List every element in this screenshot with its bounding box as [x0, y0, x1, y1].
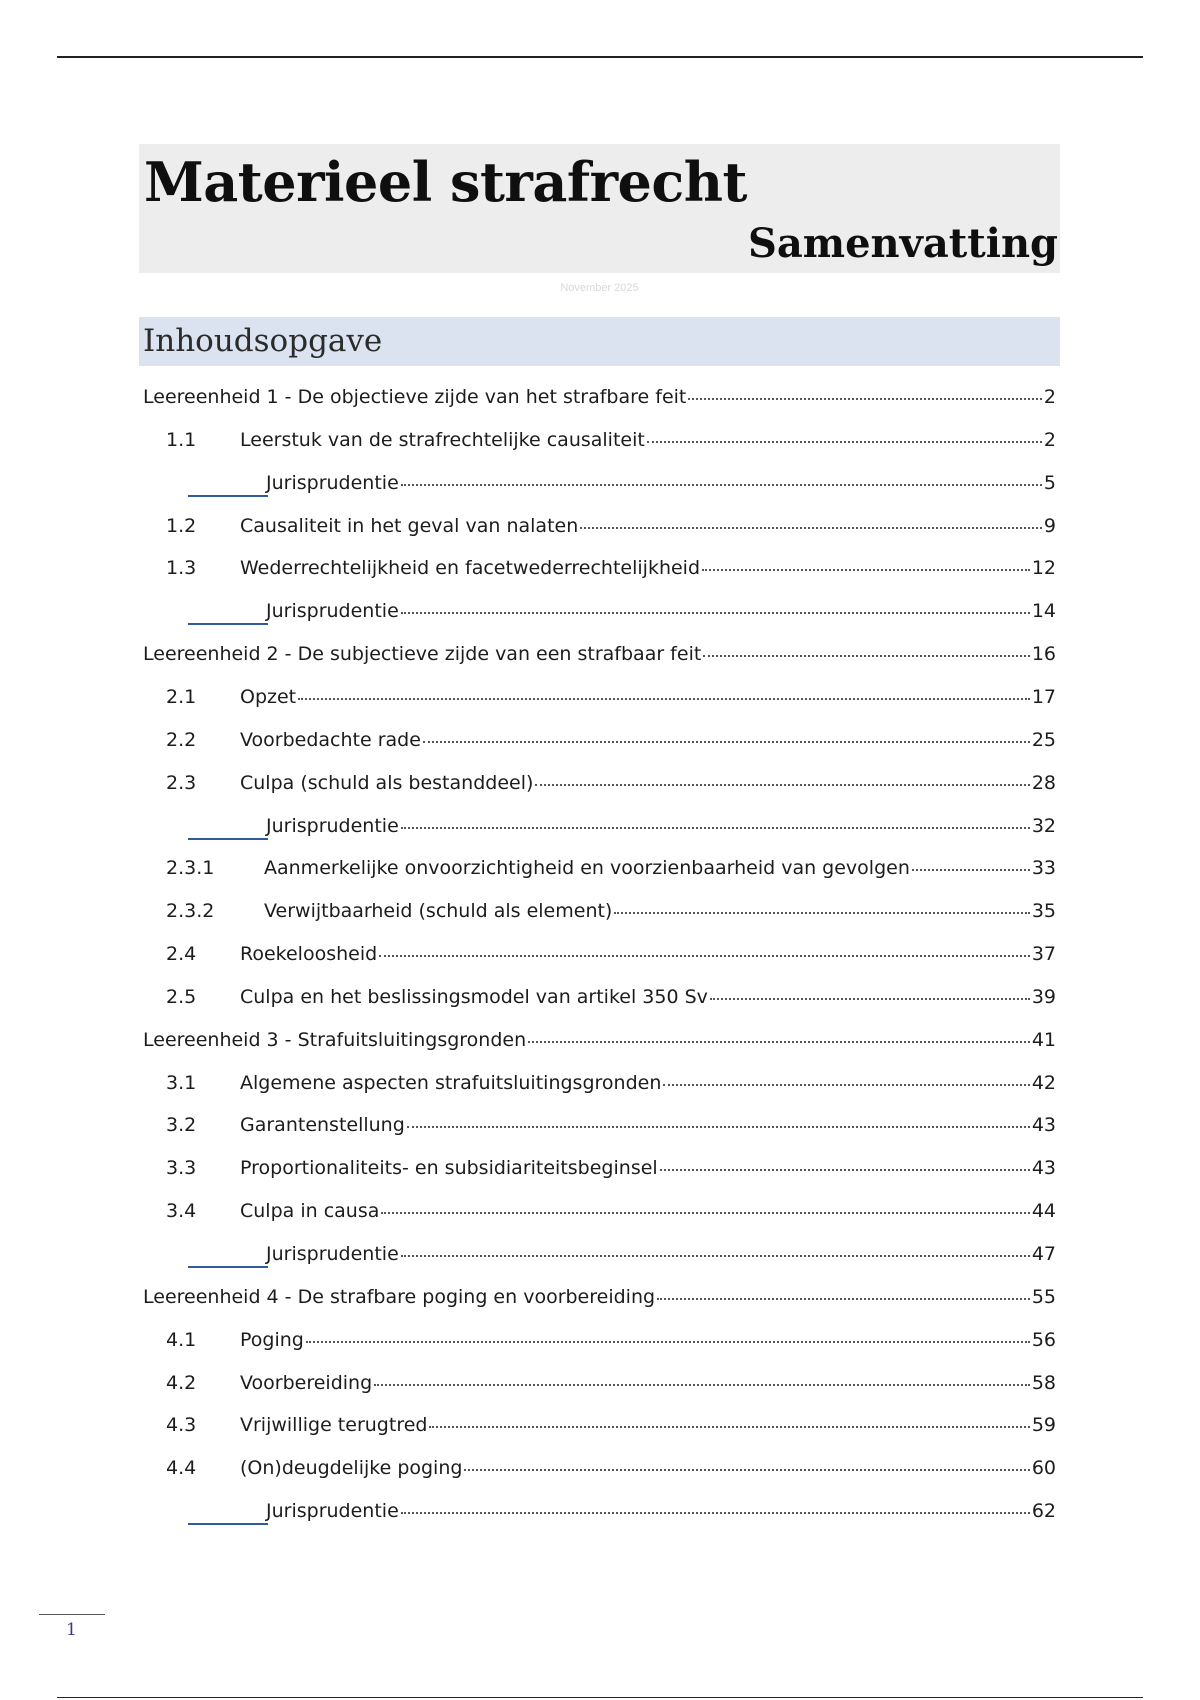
toc-dot-leader	[374, 1384, 1030, 1386]
toc-dot-leader	[401, 1255, 1030, 1257]
toc-entry-page: 9	[1043, 515, 1056, 537]
toc-entry-number: 2.3	[166, 772, 197, 794]
toc-entry[interactable]	[143, 1284, 1056, 1310]
toc-entry[interactable]	[143, 1370, 1056, 1396]
toc-entry[interactable]	[143, 813, 1056, 839]
toc-entry-title: Leerstuk van de strafrechtelijke causaliteit	[240, 429, 645, 451]
toc-entry-title: Leereenheid 4 - De strafbare poging en voorbereiding	[143, 1286, 656, 1308]
toc-entry-page: 17	[1031, 686, 1056, 708]
toc-entry-line	[143, 384, 1056, 410]
toc-dot-leader	[464, 1469, 1029, 1471]
toc-dot-leader	[401, 1512, 1030, 1514]
toc-entry-page: 56	[1031, 1329, 1056, 1351]
toc-entry[interactable]	[143, 598, 1056, 624]
toc-entry[interactable]	[143, 1112, 1056, 1138]
toc-entry[interactable]	[143, 513, 1056, 539]
toc-entry-number: 3.4	[166, 1200, 197, 1222]
toc-entry-title: Opzet	[240, 686, 297, 708]
toc-dot-leader	[429, 1426, 1029, 1428]
toc-entry-line	[240, 1455, 1056, 1481]
toc-entry-page: 41	[1031, 1029, 1056, 1051]
toc-entry-line	[264, 898, 1056, 924]
toc-entry[interactable]	[143, 898, 1056, 924]
toc-entry-page: 5	[1043, 472, 1056, 494]
toc-entry-line	[266, 813, 1056, 839]
toc-dot-leader	[535, 784, 1029, 786]
toc-dot-leader	[663, 1084, 1029, 1086]
toc-entry-number: 3.3	[166, 1157, 197, 1179]
toc-dot-leader	[703, 655, 1030, 657]
toc-entry-title: Voorbereiding	[240, 1372, 373, 1394]
toc-dot-leader	[423, 741, 1030, 743]
toc-entry-line	[240, 770, 1056, 796]
toc-entry-number: 3.1	[166, 1072, 197, 1094]
toc-dot-leader	[381, 1212, 1029, 1214]
toc-entry-title: Verwijtbaarheid (schuld als element)	[264, 900, 613, 922]
toc-entry[interactable]	[143, 984, 1056, 1010]
toc-entry-tab-leader	[188, 495, 268, 497]
toc-dot-leader	[407, 1126, 1030, 1128]
document-title: Materieel strafrecht	[144, 150, 747, 214]
toc-entry[interactable]	[143, 1455, 1056, 1481]
toc-dot-leader	[580, 527, 1042, 529]
toc-entry-line	[266, 1498, 1056, 1524]
toc-entry-title: (On)deugdelijke poging	[240, 1457, 463, 1479]
toc-entry-tab-leader	[188, 838, 268, 840]
toc-entry[interactable]	[143, 1498, 1056, 1524]
toc-entry[interactable]	[143, 1155, 1056, 1181]
toc-entry-number: 2.1	[166, 686, 197, 708]
toc-entry-line	[240, 1412, 1056, 1438]
toc-entry-page: 33	[1031, 857, 1056, 879]
toc-entry[interactable]	[143, 384, 1056, 410]
toc-entry-title: Garantenstellung	[240, 1114, 405, 1136]
toc-entry-title: Voorbedachte rade	[240, 729, 421, 751]
toc-entry-number: 1.1	[166, 429, 197, 451]
toc-entry-line	[266, 1241, 1056, 1267]
toc-entry-line	[264, 855, 1056, 881]
toc-entry-title: Algemene aspecten strafuitsluitingsgronden	[240, 1072, 662, 1094]
toc-entry-page: 35	[1031, 900, 1056, 922]
toc-entry-page: 39	[1031, 986, 1056, 1008]
toc-entry[interactable]	[143, 641, 1056, 667]
toc-entry-line	[240, 1327, 1056, 1353]
toc-entry[interactable]	[143, 1241, 1056, 1267]
toc-entry-number: 2.3.1	[166, 857, 215, 879]
toc-entry-line	[266, 470, 1056, 496]
toc-entry-title: Leereenheid 2 - De subjectieve zijde van een strafbaar feit	[143, 643, 702, 665]
toc-dot-leader	[647, 441, 1042, 443]
toc-entry-title: Roekeloosheid	[240, 943, 378, 965]
toc-entry[interactable]	[143, 1327, 1056, 1353]
toc-entry-line	[240, 1370, 1056, 1396]
toc-entry-page: 60	[1031, 1457, 1056, 1479]
toc-entry-page: 28	[1031, 772, 1056, 794]
toc-entry-title: Jurisprudentie	[266, 1243, 399, 1265]
toc-entry-page: 2	[1043, 386, 1056, 408]
toc-entry-tab-leader	[188, 1523, 268, 1525]
toc-dot-leader	[688, 398, 1042, 400]
toc-entry-line	[240, 1198, 1056, 1224]
toc-entry-title: Poging	[240, 1329, 304, 1351]
toc-dot-leader	[702, 569, 1030, 571]
toc-entry-line	[240, 1070, 1056, 1096]
toc-entry-line	[143, 641, 1056, 667]
toc-entry-title: Leereenheid 3 - Strafuitsluitingsgronden	[143, 1029, 527, 1051]
toc-entry-page: 16	[1031, 643, 1056, 665]
toc-entry-line	[240, 427, 1056, 453]
toc-entry-title: Jurisprudentie	[266, 600, 399, 622]
toc-entry-number: 4.2	[166, 1372, 197, 1394]
toc-dot-leader	[528, 1041, 1030, 1043]
page-bottom-rule	[57, 1697, 1143, 1698]
toc-entry-line	[240, 1155, 1056, 1181]
footer-rule	[39, 1614, 105, 1615]
toc-entry[interactable]	[143, 1198, 1056, 1224]
toc-entry-page: 32	[1031, 815, 1056, 837]
toc-entry-page: 43	[1031, 1157, 1056, 1179]
toc-entry-number: 4.1	[166, 1329, 197, 1351]
toc-entry[interactable]	[143, 555, 1056, 581]
toc-entry-page: 43	[1031, 1114, 1056, 1136]
toc-entry-line	[240, 684, 1056, 710]
toc-entry-title: Jurisprudentie	[266, 472, 399, 494]
toc-entry-number: 1.3	[166, 557, 197, 579]
toc-entry-page: 37	[1031, 943, 1056, 965]
toc-entry-number: 3.2	[166, 1114, 197, 1136]
toc-entry[interactable]	[143, 941, 1056, 967]
toc-entry-title: Jurisprudentie	[266, 1500, 399, 1522]
toc-entry-page: 44	[1031, 1200, 1056, 1222]
toc-entry-line	[240, 1112, 1056, 1138]
toc-entry-tab-leader	[188, 623, 268, 625]
toc-entry-page: 2	[1043, 429, 1056, 451]
toc-entry-number: 4.4	[166, 1457, 197, 1479]
toc-dot-leader	[660, 1169, 1030, 1171]
toc-entry-line	[240, 727, 1056, 753]
toc-dot-leader	[306, 1341, 1030, 1343]
toc-entry-number: 2.5	[166, 986, 197, 1008]
toc-entry-page: 25	[1031, 729, 1056, 751]
toc-entry-tab-leader	[188, 1266, 268, 1268]
toc-entry-page: 47	[1031, 1243, 1056, 1265]
toc-entry-page: 58	[1031, 1372, 1056, 1394]
toc-entry-number: 2.4	[166, 943, 197, 965]
toc-entry-title: Culpa (schuld als bestanddeel)	[240, 772, 534, 794]
toc-entry[interactable]	[143, 1027, 1056, 1053]
toc-entry-line	[240, 513, 1056, 539]
toc-entry[interactable]	[143, 727, 1056, 753]
toc-entry-line	[240, 984, 1056, 1010]
toc-entry-page: 12	[1031, 557, 1056, 579]
document-date: November 2025	[560, 282, 639, 294]
toc-dot-leader	[657, 1298, 1030, 1300]
toc-entry-line	[266, 598, 1056, 624]
toc-entry-title: Causaliteit in het geval van nalaten	[240, 515, 579, 537]
toc-dot-leader	[298, 698, 1030, 700]
toc-entry-page: 14	[1031, 600, 1056, 622]
toc-entry-line	[143, 1027, 1056, 1053]
page-number: 1	[66, 1620, 77, 1640]
toc-entry-title: Leereenheid 1 - De objectieve zijde van het strafbare feit	[143, 386, 687, 408]
toc-entry-number: 2.3.2	[166, 900, 215, 922]
toc-entry-title: Jurisprudentie	[266, 815, 399, 837]
toc-entry-page: 55	[1031, 1286, 1056, 1308]
toc-entry-page: 42	[1031, 1072, 1056, 1094]
toc-entry-number: 4.3	[166, 1414, 197, 1436]
toc-entry-line	[240, 941, 1056, 967]
toc-entry[interactable]	[143, 1070, 1056, 1096]
toc-entry-title: Vrijwillige terugtred	[240, 1414, 428, 1436]
toc-entry[interactable]	[143, 1412, 1056, 1438]
toc-entry-title: Aanmerkelijke onvoorzichtigheid en voorzienbaarheid van gevolgen	[264, 857, 910, 879]
toc-dot-leader	[710, 998, 1030, 1000]
toc-entry[interactable]	[143, 770, 1056, 796]
toc-entry-title: Wederrechtelijkheid en facetwederrechtelijkheid	[240, 557, 701, 579]
document-subtitle: Samenvatting	[747, 220, 1058, 267]
toc-entry-page: 62	[1031, 1500, 1056, 1522]
toc-dot-leader	[379, 955, 1030, 957]
toc-entry-line	[143, 1284, 1056, 1310]
toc-entry-title: Culpa en het beslissingsmodel van artikel 350 Sv	[240, 986, 708, 1008]
toc-entry[interactable]	[143, 470, 1056, 496]
toc-entry-title: Culpa in causa	[240, 1200, 380, 1222]
toc-entry[interactable]	[143, 684, 1056, 710]
toc-entry-title: Proportionaliteits- en subsidiariteitsbeginsel	[240, 1157, 658, 1179]
toc-entry-page: 59	[1031, 1414, 1056, 1436]
toc-entry-line	[240, 555, 1056, 581]
toc-dot-leader	[912, 869, 1030, 871]
toc-entry[interactable]	[143, 427, 1056, 453]
toc-entry[interactable]	[143, 855, 1056, 881]
toc-dot-leader	[401, 484, 1042, 486]
toc-entry-number: 1.2	[166, 515, 197, 537]
toc-dot-leader	[614, 912, 1029, 914]
toc-dot-leader	[401, 827, 1030, 829]
toc-heading: Inhoudsopgave	[143, 323, 383, 359]
toc-entry-number: 2.2	[166, 729, 197, 751]
toc-dot-leader	[401, 612, 1030, 614]
